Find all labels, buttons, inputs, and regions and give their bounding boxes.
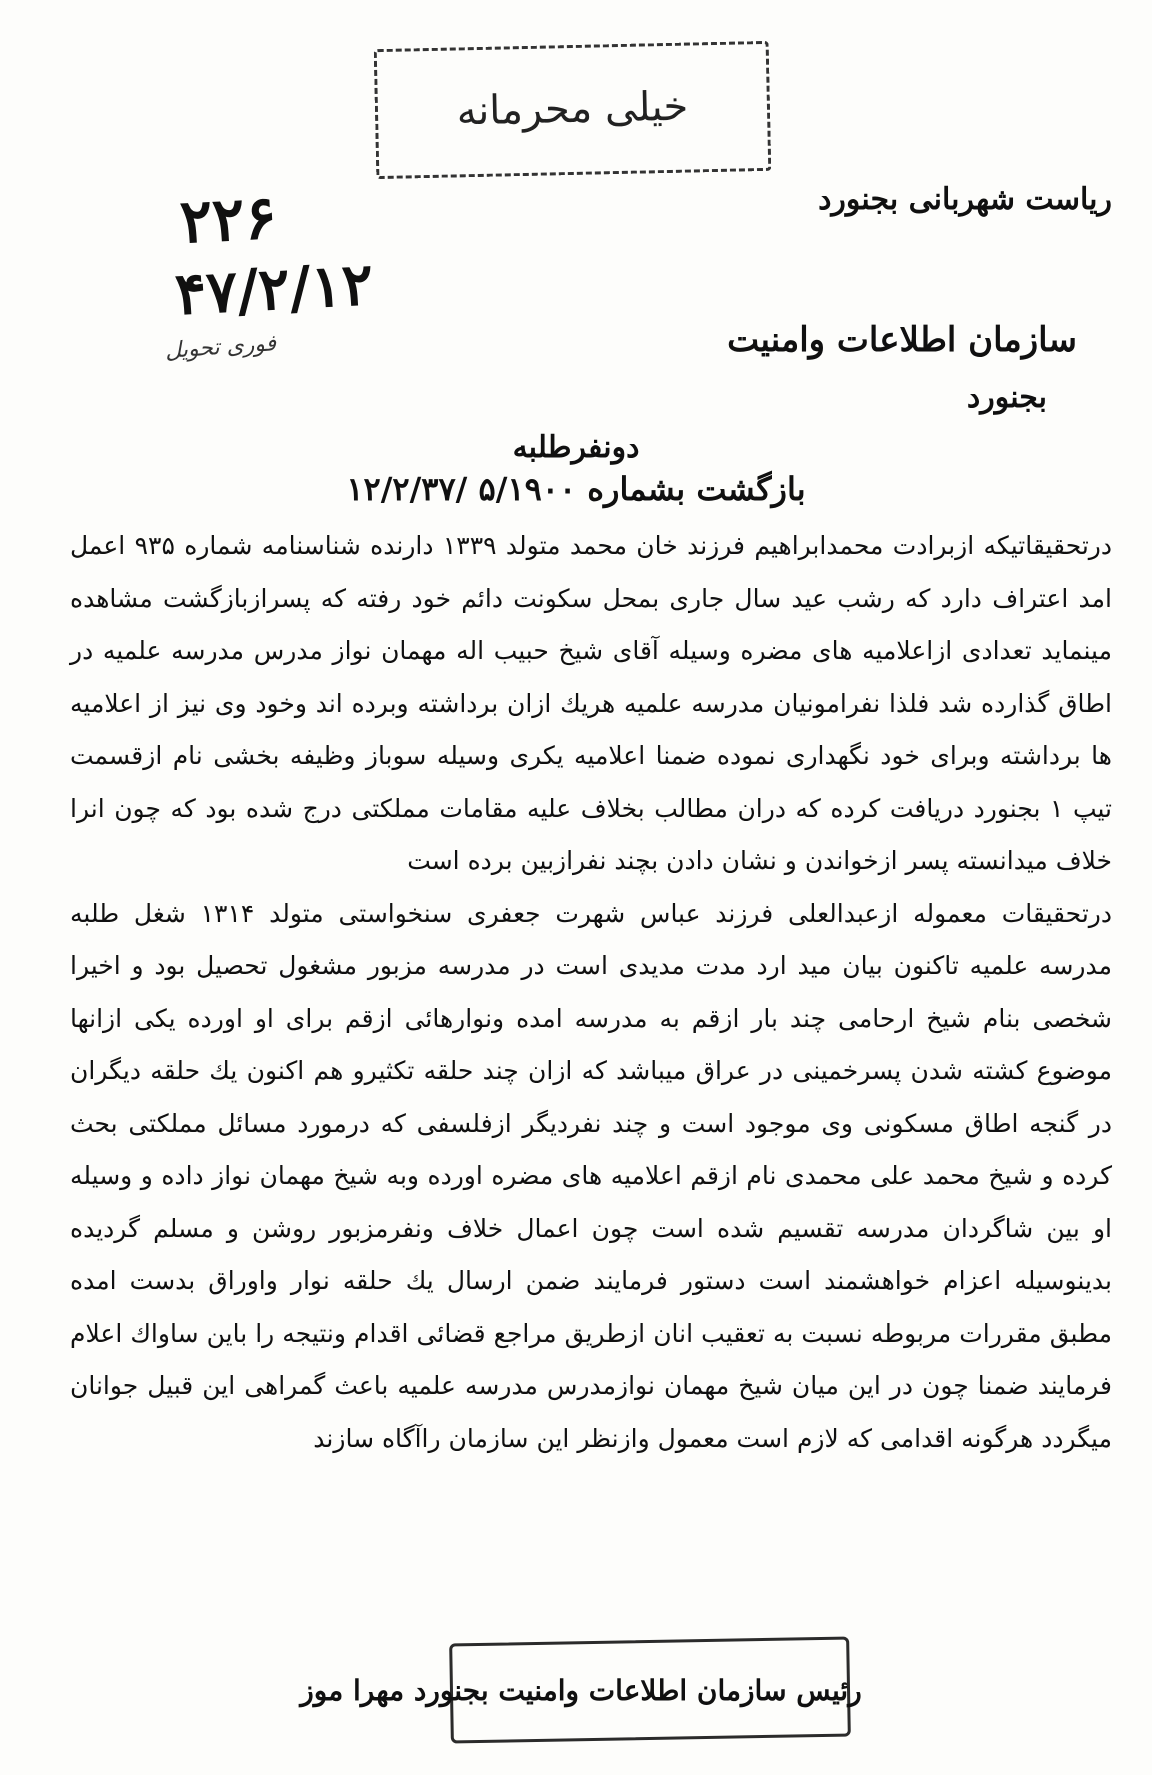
recipient-city: بجنورد [966,380,1047,415]
classification-stamp-text: خیلی محرمانه [456,83,689,135]
handwritten-note: فوری تحویل [164,331,277,364]
paragraph: درتحقیقاتیکه ازبرادت محمدابراهیم فرزند خان محمد متولد ۱۳۳۹ دارنده شناسنامه شماره ۹۳۵ اعمل امد اعتراف دارد که رشب عید سال جاری بمحل سکونت دائم خود رفته که پسرازبازگشت مشاهده مینماید تعدادی ازاعلامیه های مضره وسیله آقای شیخ حبیب اله مهمان نواز مدرس مدرسه علمیه در اطاق گذارده شد فلذا نفرامونیان مدرسه علمیه هریك ازان برداشته وبرده اند وخود وی نیز از اعلامیه ها برداشته وبرای خود نگهداری نموده ضمنا اعلامیه یکری وسیله سوباز وظیفه بخشی نام ازقسمت تیپ ۱ بجنورد دریافت کرده که دران مطالب بخلاف علیه مقامات مملکتی درج شده بود که چون انرا خلاف میدانسته پسر ازخواندن و نشان دادن بچند نفرازبین برده است [70,531,1113,875]
letter-body [70,520,1112,1465]
reference-number: ۲۲۶ [178,182,279,258]
recipient-organization: سازمان اطلاعات وامنیت [727,320,1077,360]
paragraph: درتحقیقات معموله ازعبدالعلی فرزند عباس شهرت جعفری سنخواستی متولد ۱۳۱۴ شغل طلبه مدرسه علمیه تاکنون بیان مید ارد مدت مدیدی است در مدرسه مزبور مشغول تحصیل بود و اخیرا شخصی بنام شیخ ارحامی چند بار ازقم به مدرسه امده ونوارهائی ازقم برای او اورده یکی ازانها موضوع کشته شدن پسرخمینی در عراق میباشد که ازان چند حلقه تکثیرو هم اکنون یك حلقه دیگران در گنجه اطاق مسکونی وی موجود است و چند نفردیگر ازفلسفی که درمورد مسائل مملکتی بحث کرده و شیخ محمد علی محمدی نام ازقم اعلامیه های مضره اورده وبه شیخ مهمان نواز داده و وسیله او بین شاگردان مدرسه تقسیم شده است چون اعمال خلاف ونفرمزبور روشن و مسلم گردیده بدینوسیله اعزام خواهشمند است دستور فرمایند ضمن ارسال یك حلقه نوار واوراق بدست امده مطبق مقررات مربوطه نسبت به تعقیب انان ازطریق مراجع قضائی اقدام ونتیجه را باین ساواك اعلام فرمایند ضمنا چون در این میان شیخ مهمان نوازمدرس مدرسه علمیه باعث گمراهی این قبیل جوانان میگردد هرگونه اقدامی که لازم است معمول وازنظر این سازمان راآگاه سازند [70,898,1112,1453]
reference-date: ۴۷/۲/۱۲ [173,249,375,329]
signature-line: رئیس سازمان اطلاعات وامنیت بجنورد مهرا موز [300,1674,862,1707]
letter-subject: دونفرطلبه [512,430,640,465]
letter-header: ریاست شهربانی بجنورد [818,182,1112,217]
reference-line: بازگشت بشماره ۵/۱۹۰۰ /۱۲/۲/۳۷ [346,470,806,508]
classification-stamp [374,41,772,179]
